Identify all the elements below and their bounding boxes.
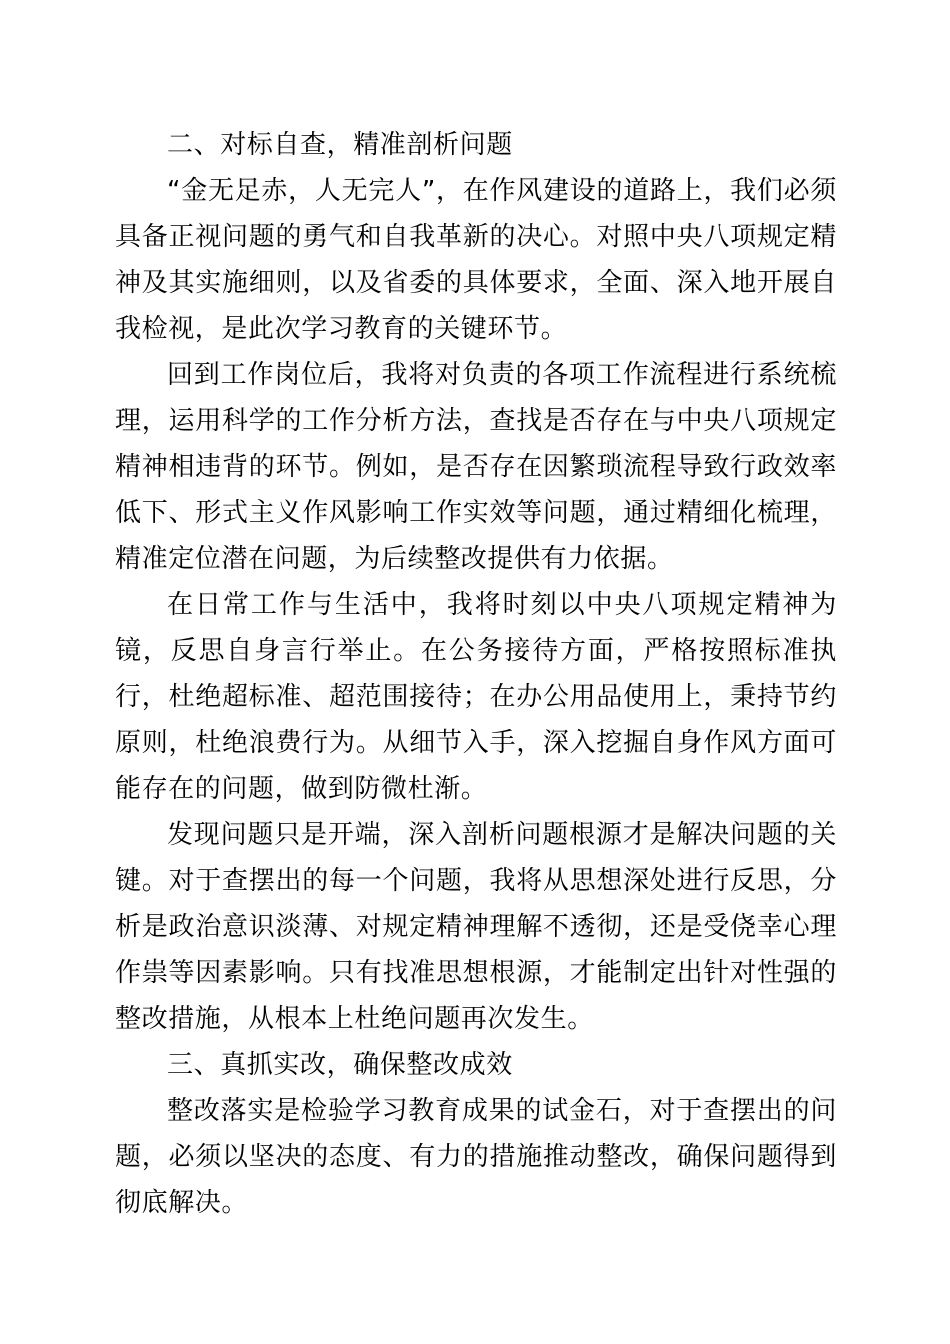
document-body [115, 122, 837, 1226]
section-heading-2: 二、对标自查，精准剖析问题 [167, 130, 513, 160]
paragraph: “金无足赤，人无完人”，在作风建设的道路上，我们必须具备正视问题的勇气和自我革新的决心。对照中央八项规定精神及其实施细则，以及省委的具体要求，全面、深入地开展自我检视，是此次学习教育的关键环节。 [115, 176, 837, 344]
paragraph: 回到工作岗位后，我将对负责的各项工作流程进行系统梳理，运用科学的工作分析方法，查找是否存在与中央八项规定精神相违背的环节。例如，是否存在因繁琐流程导致行政效率低下、形式主义作风影响工作实效等问题，通过精细化梳理，精准定位潜在问题，为后续整改提供有力依据。 [115, 360, 837, 574]
paragraph: 发现问题只是开端，深入剖析问题根源才是解决问题的关键。对于查摆出的每一个问题，我将从思想深处进行反思，分析是政治意识淡薄、对规定精神理解不透彻，还是受侥幸心理作祟等因素影响。只有找准思想根源，才能制定出针对性强的整改措施，从根本上杜绝问题再次发生。 [115, 820, 837, 1034]
paragraph: 整改落实是检验学习教育成果的试金石，对于查摆出的问题，必须以坚决的态度、有力的措施推动整改，确保问题得到彻底解决。 [115, 1096, 837, 1218]
section-heading-3: 三、真抓实改，确保整改成效 [167, 1050, 513, 1080]
paragraph: 在日常工作与生活中，我将时刻以中央八项规定精神为镜，反思自身言行举止。在公务接待方面，严格按照标准执行，杜绝超标准、超范围接待；在办公用品使用上，秉持节约原则，杜绝浪费行为。从细节入手，深入挖掘自身作风方面可能存在的问题，做到防微杜渐。 [115, 590, 837, 804]
